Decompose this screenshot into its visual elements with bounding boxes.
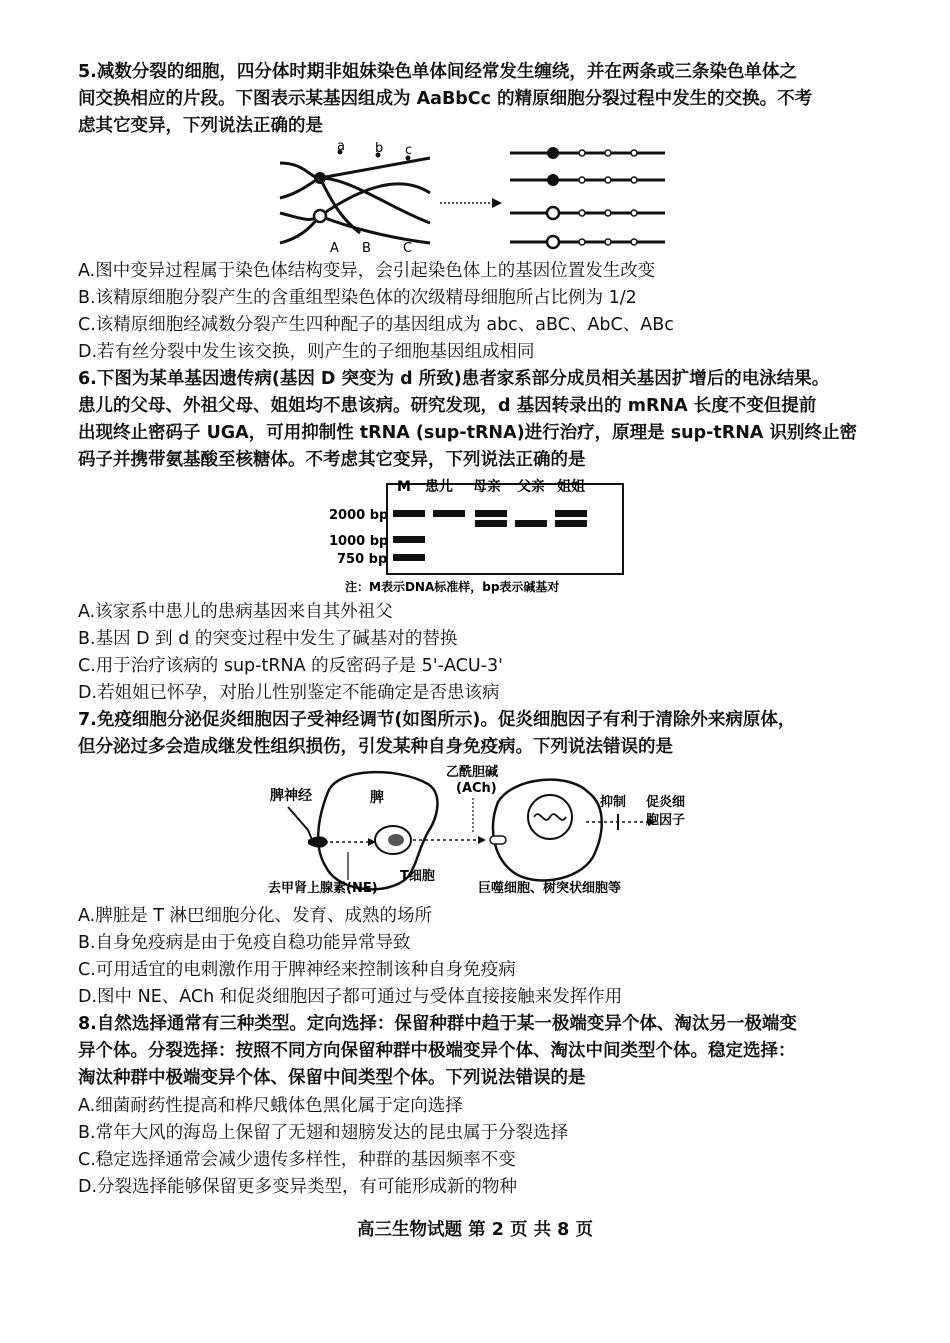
q7-option-b: B.自身免疫病是由于免疫自稳功能异常导致 — [78, 933, 411, 953]
marker-750: 750 bp — [337, 552, 388, 567]
label-ach: 乙酰胆碱 — [446, 765, 499, 780]
label-spleen: 脾 — [370, 790, 384, 806]
q6-option-c: C.用于治疗该病的 sup-tRNA 的反密码子是 5'-ACU-3' — [78, 656, 503, 676]
receptor — [490, 836, 506, 844]
band-M-750 — [393, 554, 425, 561]
q7-option-c: C.可用适宜的电刺激作用于脾神经来控制该种自身免疫病 — [78, 960, 516, 980]
label-ach-abbr: (ACh) — [456, 781, 497, 796]
band-father — [515, 520, 547, 527]
q6-stem-line-3: 出现终止密码子 UGA，可用抑制性 tRNA (sup-tRNA)进行治疗，原理是 sup-tRNA 识别终止密 — [78, 423, 857, 443]
q6-stem-line-2: 患儿的父母、外祖父母、姐姐均不患该病。研究发现，d 基因转录出的 mRNA 长度不变但提前 — [78, 396, 817, 416]
crossover-figure — [270, 138, 680, 258]
label-b: b — [375, 141, 384, 156]
band-mother-2 — [475, 520, 507, 527]
q8-stem-line-2: 异个体。分裂选择：按照不同方向保留种群中极端变异个体、淘汰中间类型个体。稳定选择： — [78, 1041, 796, 1061]
band-sister-1 — [555, 510, 587, 517]
band-mother-1 — [475, 510, 507, 517]
q8-option-b: B.常年大风的海岛上保留了无翅和翅膀发达的昆虫属于分裂选择 — [78, 1123, 569, 1143]
band-patient — [433, 510, 465, 517]
label-cytokine-2: 胞因子 — [646, 813, 686, 828]
q8-option-a: A.细菌耐药性提高和桦尺蛾体色黑化属于定向选择 — [78, 1096, 463, 1116]
lane-mother: 母亲 — [473, 479, 501, 495]
q6-stem-line-1: 6.下图为某单基因遗传病(基因 D 突变为 d 所致)患者家系部分成员相关基因扩增后的电泳结果。 — [78, 369, 830, 389]
neuro-immune-figure — [268, 762, 688, 900]
q5-option-a: A.图中变异过程属于染色体结构变异，会引起染色体上的基因位置发生改变 — [78, 261, 656, 281]
centromere-dark — [314, 172, 326, 184]
q8-option-d: D.分裂选择能够保留更多变异类型，有可能形成新的物种 — [78, 1177, 518, 1197]
lane-M: M — [397, 479, 411, 495]
band-sister-2 — [555, 520, 587, 527]
centromere-light — [314, 210, 326, 222]
q8-stem-line-3: 淘汰种群中极端变异个体、保留中间类型个体。下列说法错误的是 — [78, 1068, 586, 1088]
label-macrophage: 巨噬细胞、树突状细胞等 — [478, 881, 622, 896]
q5-stem-line-3: 虑其它变异，下列说法正确的是 — [78, 116, 323, 136]
band-M-1000 — [393, 536, 425, 543]
q8-option-c: C.稳定选择通常会减少遗传多样性，种群的基因频率不变 — [78, 1150, 516, 1170]
gel-note: 注：M表示DNA标准样，bp表示碱基对 — [345, 580, 560, 594]
label-t-cell: T细胞 — [400, 869, 435, 884]
marker-1000: 1000 bp — [329, 534, 389, 549]
gel-electrophoresis-figure — [325, 474, 630, 599]
q6-option-a: A.该家系中患儿的患病基因来自其外祖父 — [78, 602, 393, 622]
label-spleen-nerve: 脾神经 — [270, 788, 312, 804]
q5-option-d: D.若有丝分裂中发生该交换，则产生的子细胞基因组成相同 — [78, 342, 535, 362]
band-M-2000 — [393, 510, 425, 517]
q6-option-d: D.若姐姐已怀孕，对胎儿性别鉴定不能确定是否患该病 — [78, 683, 500, 703]
label-B: B — [362, 241, 371, 256]
label-c: c — [405, 143, 413, 158]
label-inhibit: 抑制 — [600, 795, 627, 810]
q7-option-a: A.脾脏是 T 淋巴细胞分化、发育、成熟的场所 — [78, 906, 433, 926]
q6-option-b: B.基因 D 到 d 的突变过程中发生了碱基对的替换 — [78, 629, 458, 649]
q5-option-c: C.该精原细胞经减数分裂产生四种配子的基因组成为 abc、aBC、AbC、ABc — [78, 315, 674, 335]
label-C: C — [403, 241, 413, 256]
label-a: a — [337, 139, 345, 154]
lane-sister: 姐姐 — [557, 479, 585, 495]
arrow-icon — [492, 198, 502, 208]
lane-father: 父亲 — [517, 479, 545, 495]
label-ne: 去甲肾上腺素(NE) — [268, 881, 378, 896]
label-A: A — [330, 241, 339, 256]
q5-option-b: B.该精原细胞分裂产生的含重组型染色体的次级精母细胞所占比例为 1/2 — [78, 288, 637, 308]
lane-patient: 患儿 — [425, 479, 453, 495]
marker-2000: 2000 bp — [329, 508, 389, 523]
page-footer: 高三生物试题 第 2 页 共 8 页 — [357, 1220, 593, 1240]
q5-stem-line-1: 5.减数分裂的细胞，四分体时期非姐妹染色单体间经常发生缠绕，并在两条或三条染色单体之 — [78, 62, 797, 82]
label-cytokine-1: 促炎细 — [646, 795, 686, 810]
q7-option-d: D.图中 NE、ACh 和促炎细胞因子都可通过与受体直接接触来发挥作用 — [78, 987, 623, 1007]
q5-stem-line-2: 间交换相应的片段。下图表示某基因组成为 AaBbCc 的精原细胞分裂过程中发生的交换。不考 — [78, 89, 813, 109]
q7-stem-line-2: 但分泌过多会造成继发性组织损伤，引发某种自身免疫病。下列说法错误的是 — [78, 737, 673, 757]
q8-stem-line-1: 8.自然选择通常有三种类型。定向选择：保留种群中趋于某一极端变异个体、淘汰另一极端变 — [78, 1014, 797, 1034]
q6-stem-line-4: 码子并携带氨基酸至核糖体。不考虑其它变异，下列说法正确的是 — [78, 450, 586, 470]
q7-stem-line-1: 7.免疫细胞分泌促炎细胞因子受神经调节(如图所示)。促炎细胞因子有利于清除外来病原体， — [78, 710, 796, 730]
